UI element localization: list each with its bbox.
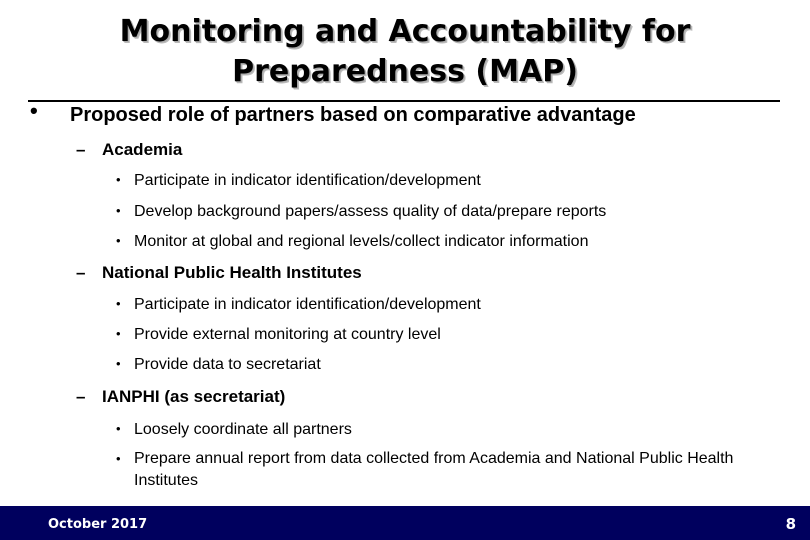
section-heading-ianphi: – IANPHI (as secretariat) — [76, 387, 286, 406]
title-line-1: Monitoring and Accountability for — [119, 14, 691, 49]
bullet-icon: • — [116, 233, 121, 248]
list-item: • Loosely coordinate all partners — [116, 418, 352, 441]
dash-icon: – — [76, 140, 86, 159]
page-number: 8 — [785, 515, 796, 533]
bullet-icon: • — [116, 203, 121, 218]
bullet-icon: • — [116, 326, 121, 341]
list-item: • Participate in indicator identification/development — [116, 293, 481, 316]
bullet-icon: • — [116, 356, 121, 371]
list-item: • Participate in indicator identification/development — [116, 169, 481, 192]
slide-title — [0, 12, 810, 92]
bullet-icon: • — [30, 98, 38, 123]
section-heading-nphi: – National Public Health Institutes — [76, 263, 362, 282]
bullet-icon: • — [116, 172, 121, 187]
main-bullet-text: Proposed role of partners based on comparative advantage — [70, 104, 636, 126]
list-item: • Provide external monitoring at country level — [116, 323, 441, 346]
bullet-icon: • — [116, 296, 121, 311]
main-bullet — [30, 98, 636, 128]
dash-icon: – — [76, 387, 86, 406]
dash-icon: – — [76, 263, 86, 282]
section-heading-academia: – Academia — [76, 140, 183, 159]
list-item: • Develop background papers/assess quality of data/prepare reports — [116, 200, 606, 223]
footer-bar — [0, 506, 810, 540]
title-line-2: Preparedness (MAP) — [232, 54, 578, 89]
bullet-icon: • — [116, 421, 121, 436]
footer-date: October 2017 — [48, 517, 148, 532]
list-item: • Prepare annual report from data collected from Academia and National Public Health Institutes — [116, 450, 734, 489]
list-item: • Provide data to secretariat — [116, 353, 321, 376]
bullet-icon: • — [116, 451, 121, 466]
list-item: • Monitor at global and regional levels/collect indicator information — [116, 230, 588, 253]
